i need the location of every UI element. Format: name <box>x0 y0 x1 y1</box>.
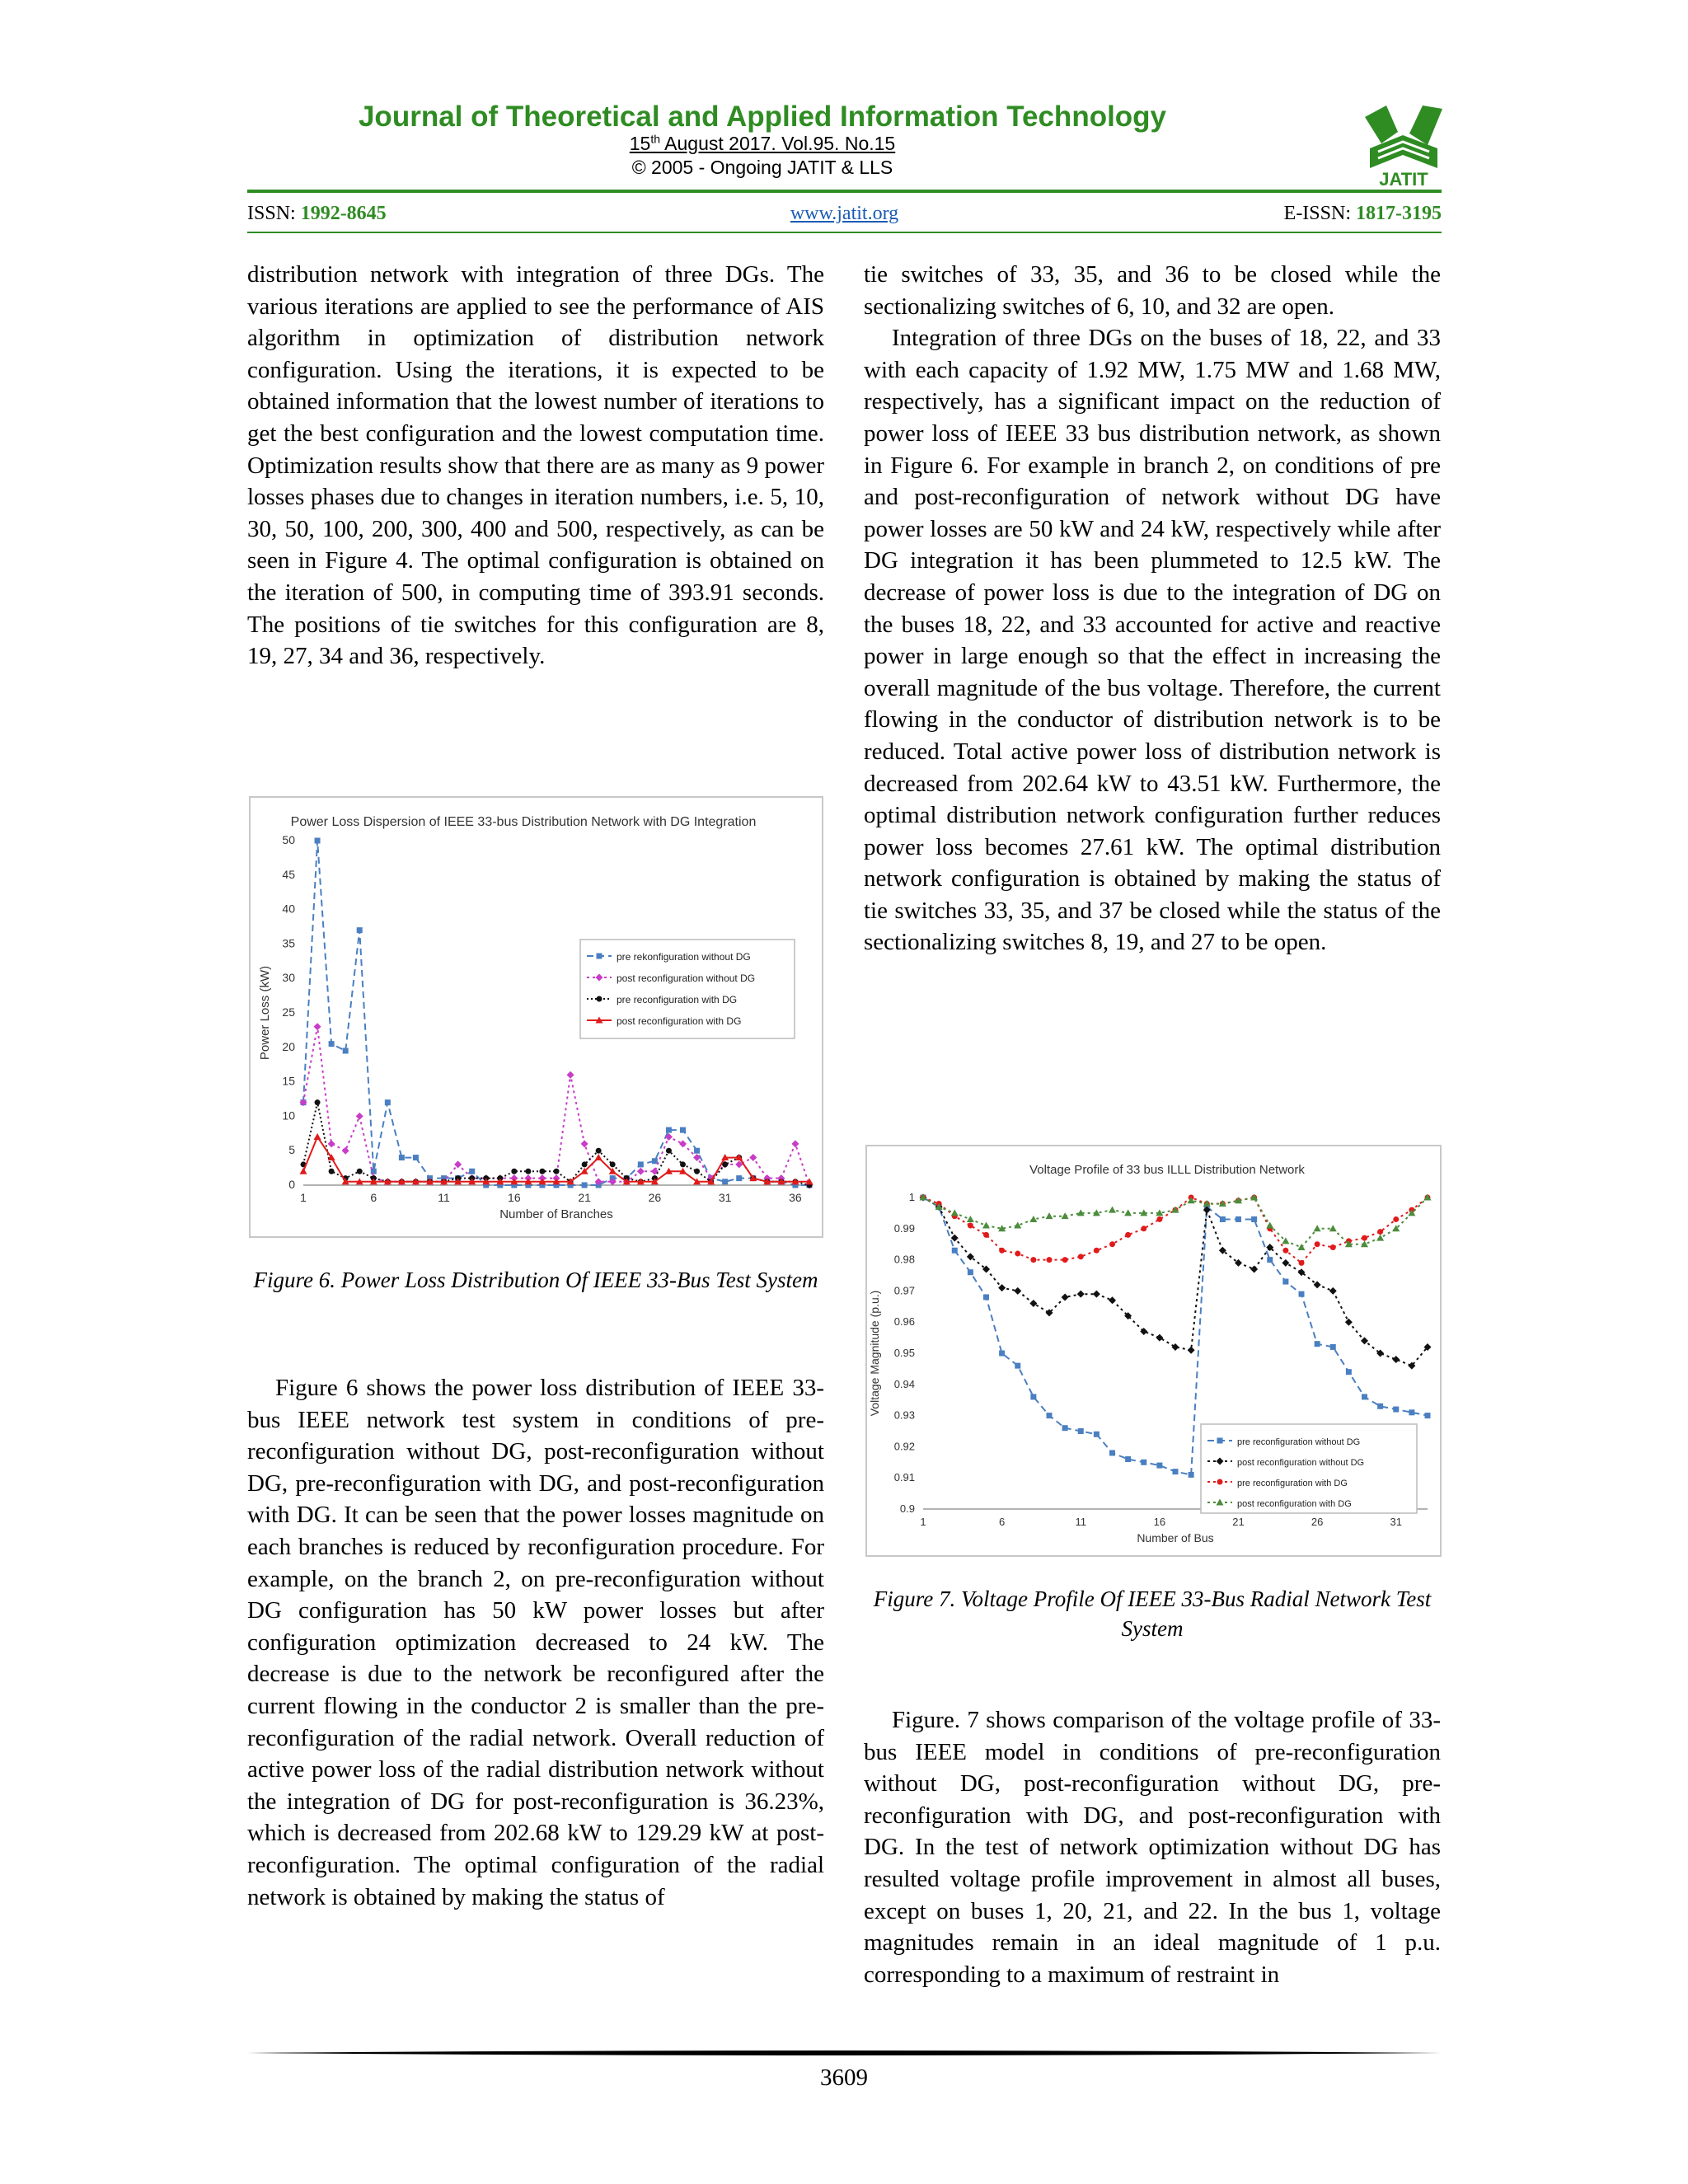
page-number: 3609 <box>820 2064 868 2091</box>
data-point-s4 <box>595 1154 603 1160</box>
data-point-s1 <box>999 1351 1005 1357</box>
figure-7-caption: Figure 7. Voltage Profile Of IEEE 33-Bus Radial Network Test System <box>873 1586 1432 1641</box>
website-link[interactable]: www.jatit.org <box>790 203 899 224</box>
data-point-s1 <box>315 838 321 844</box>
legend-label-1: pre rekonfiguration without DG <box>617 951 751 963</box>
footer-rule <box>247 2049 1442 2057</box>
y-tick-label: 0.96 <box>893 1315 915 1329</box>
y-tick-label: 0.92 <box>893 1440 915 1453</box>
data-point-s2 <box>679 1140 687 1147</box>
issn: ISSN: 1992-8645 <box>247 203 387 224</box>
y-tick-label: 0.91 <box>893 1471 915 1484</box>
data-point-s2 <box>1109 1296 1116 1304</box>
y-tick-label: 1 <box>908 1191 915 1203</box>
chart-title: Voltage Profile of 33 bus ILLL Distribution Network <box>1029 1163 1305 1177</box>
x-tick-label: 1 <box>920 1516 926 1528</box>
y-tick-label: 0 <box>288 1178 295 1191</box>
legend-label-2: post reconfiguration without DG <box>617 972 756 984</box>
logo-left-wing <box>1365 105 1398 143</box>
left-column-bottom <box>247 1372 824 1913</box>
data-point-s2 <box>1029 1300 1037 1307</box>
data-point-s3 <box>1330 1244 1336 1250</box>
data-point-s3 <box>1156 1216 1162 1222</box>
data-point-s4 <box>1029 1216 1037 1222</box>
x-tick-label: 31 <box>718 1191 732 1204</box>
figure-6-chart <box>251 798 822 1236</box>
data-point-s2 <box>581 1140 588 1147</box>
data-point-s2 <box>1392 1356 1400 1363</box>
data-point-s2 <box>749 1154 757 1161</box>
data-point-s4 <box>1266 1222 1273 1229</box>
data-point-s2 <box>342 1147 349 1155</box>
data-point-s3 <box>610 1161 616 1167</box>
data-point-s1 <box>413 1155 419 1160</box>
x-tick-label: 16 <box>508 1191 521 1204</box>
y-tick-label: 0.95 <box>893 1347 915 1359</box>
eissn: E-ISSN: 1817-3195 <box>1283 203 1442 224</box>
logo-text: JATIT <box>1379 169 1428 190</box>
data-point-s3 <box>1125 1232 1131 1238</box>
data-point-s1 <box>1094 1432 1100 1437</box>
data-point-s3 <box>1015 1251 1020 1257</box>
data-point-s1 <box>582 1183 588 1188</box>
data-point-s4 <box>1124 1209 1132 1216</box>
data-point-s3 <box>329 1169 335 1174</box>
data-point-s1 <box>1015 1363 1020 1369</box>
data-point-s2 <box>314 1023 321 1030</box>
figure-7 <box>865 1145 1442 1557</box>
data-point-s2 <box>951 1235 959 1242</box>
data-point-s2 <box>567 1071 574 1079</box>
data-point-s1 <box>952 1248 958 1254</box>
right-column-bottom <box>864 1704 1441 1990</box>
data-point-s4 <box>951 1209 959 1216</box>
issue-day: 15 <box>629 132 651 154</box>
data-point-s2 <box>454 1160 462 1168</box>
data-point-s2 <box>998 1284 1006 1291</box>
x-tick-label: 36 <box>789 1191 802 1204</box>
data-point-s3 <box>511 1169 517 1174</box>
data-point-s1 <box>968 1269 973 1275</box>
data-point-s3 <box>983 1232 989 1238</box>
legend-marker-1 <box>1217 1438 1223 1444</box>
x-tick-label: 21 <box>578 1191 591 1204</box>
data-point-s1 <box>385 1099 391 1105</box>
data-point-s2 <box>1188 1347 1195 1354</box>
data-point-s1 <box>638 1161 644 1167</box>
data-point-s1 <box>1425 1413 1431 1418</box>
data-point-s1 <box>983 1294 989 1300</box>
figure-6 <box>249 796 823 1238</box>
data-point-s3 <box>1393 1216 1399 1222</box>
data-point-s2 <box>1345 1319 1353 1326</box>
data-point-s1 <box>722 1179 728 1184</box>
left-paragraph-2: Figure 6 shows the power loss distribution of IEEE 33-bus IEEE network test system in conditions of pre-reconfiguration without DG, post-reconfiguration without DG, pre-reconfiguration with DG, and post-reconfiguration with DG. It can be seen that the power losses magnitude on each branches is reduced by reconfiguration procedure. For example, on the branch 2, on pre-reconfiguration without DG configuration has 50 kW power losses but after configuration optimization decreased to 24 kW. The decrease is due to the network be reconfigured after the current flowing in the conductor 2 is smaller than the pre-reconfiguration of the radial network. Overall reduction of active power loss of the radial distribution network without the integration of DG for post-reconfiguration is 36.23%, which is decreased from 202.68 kW to 129.29 kW at post-reconfiguration. The optimal configuration of the radial network is obtained by making the status of <box>247 1375 824 1910</box>
data-point-s3 <box>1299 1260 1305 1266</box>
data-point-s1 <box>1173 1469 1179 1474</box>
data-point-s1 <box>1362 1394 1367 1399</box>
data-point-s3 <box>357 1169 363 1174</box>
data-point-s4 <box>1046 1212 1053 1219</box>
data-point-s4 <box>1298 1244 1306 1250</box>
x-tick-label: 16 <box>1153 1516 1166 1528</box>
x-axis-label: Number of Branches <box>499 1207 613 1221</box>
right-paragraph-2: Integration of three DGs on the buses of 18, 22, and 33 with each capacity of 1.92 MW, 1.75 MW and 1.68 MW, respectively, has a significant impact on the reduction of power loss of IEEE 33 bus distribution network, as shown in Figure 6. For example in branch 2, on conditions of pre and post-reconfiguration of network without DG have power losses are 50 kW and 24 kW, respectively while after DG integration it has been plummeted to 12.5 kW. The decrease of power loss is due to the integration of DG on the buses 18, 22, and 33 accounted for active and reactive power in large enough so that the effect in increasing the overall magnitude of the bus voltage. Therefore, the current flowing in the conductor of distribution network is to be reduced. Total active power loss of distribution network is decreased from 202.64 kW to 43.51 kW. Furthermore, the optimal distribution network configuration further reduces power loss becomes 27.61 kW. The optimal distribution network configuration is obtained by making the status of tie switches 33, 35, and 37 be closed while the status of the sectionalizing switches 8, 19, and 27 to be open. <box>864 325 1441 956</box>
data-point-s1 <box>1078 1428 1084 1434</box>
data-point-s4 <box>1376 1235 1384 1241</box>
data-point-s3 <box>1282 1248 1288 1254</box>
data-point-s2 <box>1156 1334 1163 1342</box>
data-point-s4 <box>1314 1225 1321 1231</box>
data-point-s2 <box>1314 1281 1321 1288</box>
x-tick-label: 6 <box>999 1516 1006 1528</box>
x-tick-label: 11 <box>438 1191 450 1204</box>
y-tick-label: 45 <box>282 867 295 881</box>
data-point-s4 <box>314 1133 321 1140</box>
x-tick-label: 11 <box>1075 1516 1086 1528</box>
data-point-s2 <box>1077 1291 1085 1298</box>
data-point-s3 <box>968 1223 973 1229</box>
data-point-s3 <box>525 1169 531 1174</box>
data-point-s1 <box>343 1047 349 1053</box>
left-paragraph-1: distribution network with integration of three DGs. The various iterations are applied to see the performance of AIS algorithm in optimization of distribution network configuration. Using the iterations, it is expected to be obtained information that the lowest number of iterations to get the best configuration and the lowest computation time. Optimization results show that there are as many as 9 power losses phases due to changes in iteration numbers, i.e. 5, 10, 30, 50, 100, 200, 300, 400 and 500, respectively, as can be seen in Figure 4. The optimal configuration is obtained on the iteration of 500, in computing time of 393.91 seconds. The positions of tie switches for this configuration are 8, 19, 27, 34 and 36, respectively. <box>247 261 824 670</box>
data-point-s1 <box>1299 1291 1305 1297</box>
data-point-s2 <box>1361 1337 1368 1344</box>
data-point-s3 <box>554 1169 560 1174</box>
data-point-s3 <box>1315 1241 1320 1247</box>
data-point-s1 <box>1377 1404 1383 1409</box>
legend-marker-1 <box>597 954 603 959</box>
data-point-s4 <box>1109 1207 1116 1213</box>
issn-rule <box>247 232 1442 233</box>
x-tick-label: 21 <box>1232 1516 1245 1528</box>
logo-right-wing <box>1409 105 1442 145</box>
data-point-s3 <box>315 1099 321 1105</box>
legend-label-4: post reconfiguration with DG <box>617 1015 742 1027</box>
data-point-s1 <box>1030 1394 1036 1399</box>
data-point-s1 <box>329 1041 335 1047</box>
x-tick-label: 26 <box>648 1191 662 1204</box>
data-point-s2 <box>1014 1287 1021 1295</box>
y-tick-label: 0.99 <box>893 1221 915 1235</box>
data-point-s1 <box>1189 1472 1194 1478</box>
data-point-s2 <box>1140 1328 1147 1335</box>
data-point-s1 <box>1109 1450 1115 1455</box>
data-point-s4 <box>1062 1212 1069 1219</box>
data-point-s1 <box>666 1127 672 1133</box>
y-tick-label: 15 <box>282 1074 295 1088</box>
data-point-s4 <box>982 1222 990 1229</box>
data-point-s2 <box>1250 1265 1258 1272</box>
data-point-s1 <box>357 927 363 933</box>
figure-6-caption: Figure 6. Power Loss Distribution Of IEEE 33-Bus Test System <box>253 1268 818 1292</box>
data-point-s1 <box>1220 1216 1226 1222</box>
data-point-s3 <box>1094 1248 1100 1254</box>
data-point-s3 <box>1377 1229 1383 1235</box>
data-point-s2 <box>1282 1259 1289 1267</box>
x-tick-label: 6 <box>370 1191 377 1204</box>
jatit-logo <box>1362 102 1446 190</box>
data-point-s1 <box>1125 1456 1131 1462</box>
data-point-s1 <box>1282 1279 1288 1285</box>
chart-title: Power Loss Dispersion of IEEE 33-bus Distribution Network with DG Integration <box>290 815 757 829</box>
y-tick-label: 0.97 <box>893 1284 915 1297</box>
data-point-s1 <box>1267 1257 1273 1263</box>
copyright-line: © 2005 - Ongoing JATIT & LLS <box>631 157 893 178</box>
data-point-s1 <box>1330 1344 1336 1350</box>
data-point-s3 <box>1109 1241 1115 1247</box>
data-point-s1 <box>652 1158 658 1164</box>
data-point-s3 <box>539 1169 545 1174</box>
data-point-s2 <box>328 1140 335 1147</box>
legend-label-1: pre reconfiguration without DG <box>1237 1437 1361 1447</box>
y-tick-label: 5 <box>288 1143 295 1157</box>
journal-title: Journal of Theoretical and Applied Information Technology <box>358 101 1167 133</box>
data-point-s3 <box>680 1161 686 1167</box>
issn-row <box>247 203 1442 227</box>
data-point-s3 <box>999 1248 1005 1254</box>
y-axis-label: Power Loss (kW) <box>258 965 272 1061</box>
y-tick-label: 50 <box>282 833 295 846</box>
legend-label-3: pre reconfiguration with DG <box>1237 1479 1348 1488</box>
data-point-s1 <box>680 1127 686 1133</box>
y-tick-label: 20 <box>282 1039 295 1053</box>
issue-date <box>247 132 1278 155</box>
x-tick-label: 1 <box>300 1191 307 1204</box>
data-point-s3 <box>666 1148 672 1154</box>
data-point-s3 <box>596 1148 602 1154</box>
data-point-s3 <box>1078 1254 1084 1259</box>
data-point-s1 <box>694 1148 700 1154</box>
y-tick-label: 35 <box>282 936 295 950</box>
left-column-top <box>247 259 824 673</box>
data-point-s1 <box>1346 1369 1352 1375</box>
data-point-s2 <box>356 1113 363 1120</box>
y-tick-label: 40 <box>282 902 295 916</box>
data-point-s2 <box>651 1168 659 1175</box>
x-axis-label: Number of Bus <box>1137 1531 1214 1544</box>
data-point-s4 <box>300 1168 307 1174</box>
data-point-s2 <box>1093 1291 1100 1298</box>
data-point-s1 <box>1062 1425 1068 1431</box>
y-tick-label: 0.9 <box>899 1502 915 1515</box>
data-point-s4 <box>1329 1225 1337 1231</box>
series-line-2 <box>303 1027 809 1185</box>
x-tick-label: 26 <box>1311 1516 1324 1528</box>
data-point-s2 <box>1062 1293 1069 1301</box>
data-point-s1 <box>399 1155 405 1160</box>
issue-day-suffix: th <box>650 132 661 145</box>
y-tick-label: 30 <box>282 971 295 985</box>
data-point-s3 <box>694 1169 700 1174</box>
data-point-s4 <box>967 1216 974 1222</box>
data-point-s1 <box>1156 1463 1162 1469</box>
data-point-s3 <box>1141 1226 1146 1231</box>
legend-marker-3 <box>1217 1479 1223 1485</box>
legend-marker-3 <box>597 996 603 1002</box>
figure-7-chart <box>867 1146 1440 1555</box>
data-point-s1 <box>1251 1216 1257 1222</box>
data-point-s2 <box>1172 1343 1179 1351</box>
data-point-s2 <box>1329 1287 1337 1295</box>
data-point-s3 <box>1062 1257 1068 1263</box>
data-point-s2 <box>637 1168 645 1175</box>
data-point-s2 <box>791 1140 799 1147</box>
data-point-s1 <box>469 1169 475 1174</box>
data-point-s3 <box>582 1161 588 1167</box>
right-paragraph-1: tie switches of 33, 35, and 36 to be closed while the sectionalizing switches of 6, 10, and 32 are open. <box>864 261 1441 320</box>
x-tick-label: 31 <box>1390 1516 1402 1528</box>
data-point-s1 <box>1393 1407 1399 1413</box>
y-axis-label: Voltage Magnitude (p.u.) <box>868 1290 881 1417</box>
y-tick-label: 0.94 <box>893 1377 915 1390</box>
data-point-s1 <box>1236 1216 1241 1222</box>
y-tick-label: 0.98 <box>893 1253 915 1266</box>
legend-label-3: pre reconfiguration with DG <box>617 994 738 1005</box>
y-tick-label: 0.93 <box>893 1408 915 1422</box>
right-paragraph-3: Figure. 7 shows comparison of the voltage profile of 33-bus IEEE model in conditions of pre-reconfiguration without DG, post-reconfiguration without DG, pre-reconfiguration with DG, and post-reconfiguration with DG. In the test of network optimization without DG has resulted voltage profile improvement in almost all buses, except on buses 1, 20, 21, and 22. In the bus 1, voltage magnitudes remain in an ideal magnitude of 1 p.u. corresponding to a maximum of restraint in <box>864 1707 1441 1988</box>
data-point-s1 <box>1141 1460 1146 1465</box>
legend-label-4: post reconfiguration with DG <box>1237 1499 1352 1509</box>
data-point-s3 <box>1030 1257 1036 1263</box>
legend-label-2: post reconfiguration without DG <box>1237 1458 1365 1468</box>
data-point-s1 <box>736 1175 742 1181</box>
data-point-s1 <box>1315 1341 1320 1347</box>
data-point-s3 <box>1047 1257 1053 1263</box>
y-tick-label: 10 <box>282 1108 295 1122</box>
right-column-top <box>864 259 1441 958</box>
y-tick-label: 25 <box>282 1005 295 1019</box>
data-point-s1 <box>1047 1413 1053 1418</box>
data-point-s3 <box>1362 1235 1367 1241</box>
issue-volume: August 2017. Vol.95. No.15 <box>660 132 896 154</box>
header-rule <box>247 190 1442 193</box>
data-point-s1 <box>1409 1409 1414 1415</box>
